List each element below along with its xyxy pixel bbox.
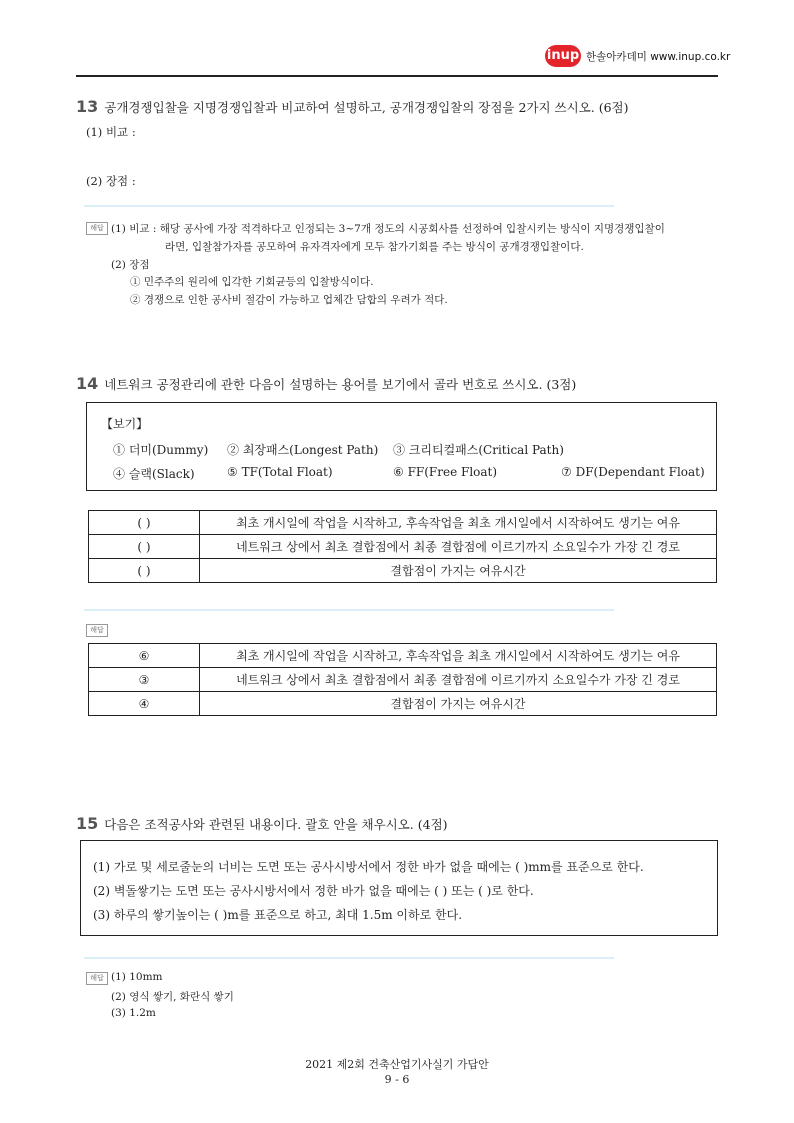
description-cell: 최초 개시일에 작업을 시작하고, 후속작업을 최초 개시일에서 시작하여도 생기는 여유 bbox=[200, 644, 717, 668]
q15-answer-line: (2) 영식 쌓기, 화란식 쌓기 bbox=[111, 991, 234, 1003]
footer-title: 2021 제2회 건축산업기사실기 가답안 bbox=[305, 1058, 489, 1071]
question-15 bbox=[76, 814, 448, 833]
option-7: ⑦ DF(Dependant Float) bbox=[561, 465, 705, 479]
blank-cell: ( ) bbox=[89, 559, 200, 583]
brand-name: 한솔아카데미 bbox=[586, 51, 647, 63]
question-table bbox=[88, 510, 717, 583]
question-number: 14 bbox=[76, 374, 99, 393]
answer-cell: ③ bbox=[89, 668, 200, 692]
q13-answer-line: (2) 장점 bbox=[111, 259, 150, 271]
inup-logo: inup bbox=[545, 45, 581, 67]
question-14 bbox=[76, 374, 576, 393]
q13-sub1: (1) 비교 : bbox=[86, 125, 136, 139]
separator bbox=[84, 609, 614, 611]
question-text: 네트워크 공정관리에 관한 다음이 설명하는 용어를 보기에서 골라 번호로 쓰시오. (3점) bbox=[104, 377, 577, 392]
q13-answer-line: (1) 비교 : 해당 공사에 가장 적격하다고 인정되는 3~7개 정도의 시공회사를 선정하여 입찰시키는 방식이 지명경쟁입찰이 bbox=[111, 223, 665, 235]
description-cell: 네트워크 상에서 최초 결합점에서 최종 결합점에 이르기까지 소요일수가 가장 긴 경로 bbox=[200, 668, 717, 692]
q15-answer-line: (1) 10mm bbox=[111, 971, 163, 983]
option-2: ② 최장패스(Longest Path) bbox=[227, 443, 379, 457]
page-number: 9 - 6 bbox=[384, 1073, 410, 1086]
question-13 bbox=[76, 97, 629, 116]
table-row bbox=[89, 668, 717, 692]
option-1: ① 더미(Dummy) bbox=[113, 443, 209, 457]
q13-sub2: (2) 장점 : bbox=[86, 174, 136, 188]
option-3: ③ 크리티컬패스(Critical Path) bbox=[393, 443, 564, 457]
q13-answer-line: ② 경쟁으로 인한 공사비 절감이 가능하고 업체간 담합의 우려가 적다. bbox=[130, 294, 448, 306]
option-6: ⑥ FF(Free Float) bbox=[393, 465, 498, 479]
q13-answer-line: 라면, 입찰참가자를 공모하여 유자격자에게 모두 참가기회를 주는 방식이 공개경쟁입찰이다. bbox=[165, 241, 584, 253]
description-cell: 결합점이 가지는 여유시간 bbox=[200, 559, 717, 583]
option-4: ④ 슬랙(Slack) bbox=[113, 467, 195, 481]
answer-cell: ④ bbox=[89, 692, 200, 716]
description-cell: 최초 개시일에 작업을 시작하고, 후속작업을 최초 개시일에서 시작하여도 생기는 여유 bbox=[200, 511, 717, 535]
question-number: 15 bbox=[76, 814, 99, 833]
table-row bbox=[89, 692, 717, 716]
option-5: ⑤ TF(Total Float) bbox=[227, 465, 333, 479]
answer-badge: 해답 bbox=[86, 624, 108, 637]
question-number: 13 bbox=[76, 97, 99, 116]
q13-answer-line: ① 민주주의 원리에 입각한 기회균등의 입찰방식이다. bbox=[130, 276, 374, 288]
q15-answer-line: (3) 1.2m bbox=[111, 1007, 156, 1019]
description-cell: 결합점이 가지는 여유시간 bbox=[200, 692, 717, 716]
options-title: 【보기】 bbox=[101, 417, 149, 431]
fill-in-line: (2) 벽돌쌓기는 도면 또는 공사시방서에서 정한 바가 없을 때에는 ( ) 또는 ( )로 한다. bbox=[93, 884, 534, 898]
options-box bbox=[86, 402, 717, 491]
fill-in-box bbox=[80, 840, 718, 936]
table-row bbox=[89, 511, 717, 535]
fill-in-line: (1) 가로 및 세로줄눈의 너비는 도면 또는 공사시방서에서 정한 바가 없을 때에는 ( )mm를 표준으로 한다. bbox=[93, 860, 644, 874]
blank-cell: ( ) bbox=[89, 511, 200, 535]
answer-badge: 해답 bbox=[86, 222, 108, 235]
separator bbox=[84, 205, 614, 207]
fill-in-line: (3) 하루의 쌓기높이는 ( )m를 표준으로 하고, 최대 1.5m 이하로 한다. bbox=[93, 908, 463, 922]
description-cell: 네트워크 상에서 최초 결합점에서 최종 결합점에 이르기까지 소요일수가 가장 긴 경로 bbox=[200, 535, 717, 559]
question-text: 다음은 조적공사와 관련된 내용이다. 괄호 안을 채우시오. (4점) bbox=[104, 817, 448, 832]
site-url: www.inup.co.kr bbox=[650, 51, 731, 63]
brand-line bbox=[586, 49, 730, 64]
table-row bbox=[89, 644, 717, 668]
question-text: 공개경쟁입찰을 지명경쟁입찰과 비교하여 설명하고, 공개경쟁입찰의 장점을 2가지 쓰시오. (6점) bbox=[104, 100, 629, 115]
answer-table bbox=[88, 643, 717, 716]
answer-cell: ⑥ bbox=[89, 644, 200, 668]
blank-cell: ( ) bbox=[89, 535, 200, 559]
answer-badge: 해답 bbox=[86, 972, 108, 985]
header-rule bbox=[76, 75, 718, 77]
separator bbox=[84, 957, 614, 959]
table-row bbox=[89, 559, 717, 583]
table-row bbox=[89, 535, 717, 559]
